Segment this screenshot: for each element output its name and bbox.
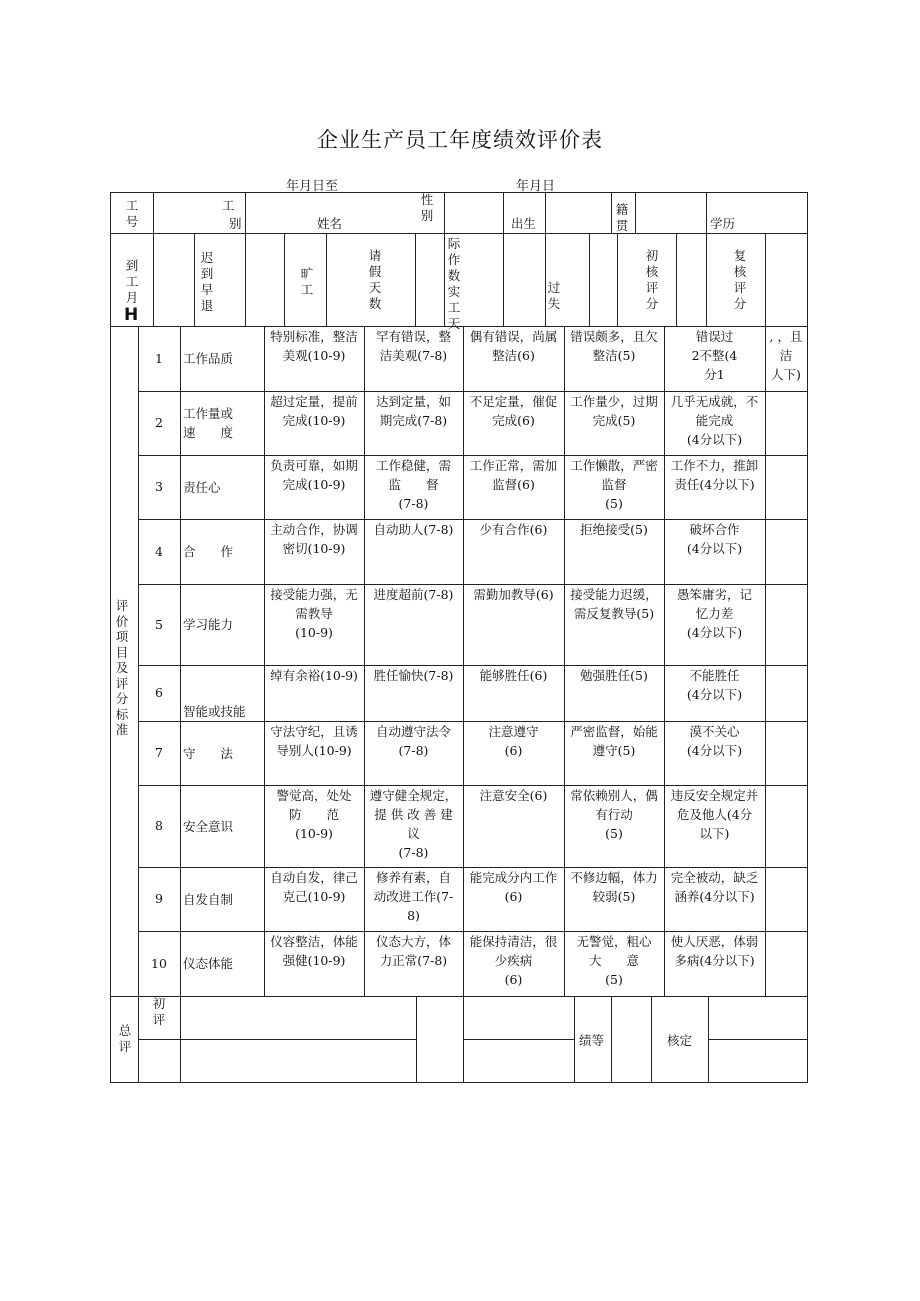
header-name: 姓名 — [317, 216, 343, 231]
criteria-no: 1 — [155, 350, 163, 366]
criteria-item: 责任心 — [183, 479, 221, 495]
criteria-extra: , ，且 洁 人下) — [769, 329, 803, 382]
criteria-level-2: 达到定量，如 期完成(7-8) — [375, 394, 451, 428]
criteria-level-5: 漠不关心 (4分以下) — [686, 724, 743, 758]
criteria-no: 10 — [151, 955, 167, 971]
criteria-level-3: 能保持清洁，很 少疾病 (6) — [469, 934, 558, 987]
criteria-level-3: 偶有错误，尚属 整洁(6) — [469, 329, 558, 363]
criteria-item: 安全意识 — [183, 818, 234, 834]
criteria-level-5: 违反安全规定并 危及他人(4分 以下) — [670, 788, 759, 841]
criteria-no: 2 — [155, 415, 163, 430]
criteria-level-3: 不足定量，催促 完成(6) — [469, 394, 558, 428]
criteria-item: 守 法 — [183, 745, 234, 761]
criteria-item: 工作品质 — [183, 351, 234, 366]
criteria-level-1: 特别标准，整洁 美观(10-9) — [270, 329, 358, 363]
header-education: 学历 — [710, 216, 736, 231]
header-absent: 旷 工 — [300, 266, 314, 297]
criteria-no: 9 — [155, 891, 163, 906]
criteria-level-1: 绰有余裕(10-9) — [270, 668, 358, 683]
criteria-no: 4 — [155, 543, 163, 559]
criteria-level-2: 自动遵守法令 (7-8) — [375, 724, 451, 758]
criteria-no: 5 — [155, 616, 163, 632]
summary-grade: 绩等 — [579, 1033, 605, 1048]
criteria-level-5: 不能胜任 (4分以下) — [686, 668, 743, 702]
criteria-level-2: 遵守健全规定， 提 供 改 善 建 议 (7-8) — [369, 788, 458, 860]
criteria-no: 8 — [155, 818, 163, 833]
criteria-no: 7 — [155, 745, 163, 760]
header-review-score: 复 核 评 分 — [733, 248, 747, 311]
criteria-level-4: 错误颇多，且欠 整洁(5) — [570, 329, 658, 363]
criteria-item: 工作量或 速 度 — [183, 406, 234, 440]
criteria-level-2: 修养有素，自 动改进工作(7- 8) — [373, 870, 454, 923]
criteria-level-4: 勉强胜任(5) — [580, 668, 648, 683]
criteria-side-label: 评价项目及评分标准 — [115, 598, 129, 737]
criteria-level-1: 守法守纪，且诱 导别人(10-9) — [270, 724, 358, 758]
criteria-level-1: 接受能力强，无 需教导 (10-9) — [270, 587, 358, 640]
criteria-level-4: 常依赖别人，偶 有行动 (5) — [570, 788, 658, 841]
header-actual-days: 际 作 数 实 工 天 — [447, 236, 461, 331]
criteria-item: 智能或技能 — [183, 704, 246, 719]
criteria-level-5: 工作不力，推卸 责任(4分以下) — [670, 458, 759, 492]
criteria-level-4: 工作懒散，严密 监督 (5) — [570, 458, 658, 511]
header-gender-a: 工 — [222, 198, 235, 213]
criteria-item: 学习能力 — [183, 617, 234, 632]
criteria-level-5: 使人厌恶，体弱 多病(4分以下) — [670, 934, 759, 968]
header-first-score: 初 核 评 分 — [645, 248, 659, 311]
criteria-level-2: 胜任愉快(7-8) — [373, 668, 454, 683]
header-late-early: 迟 到 早 退 — [200, 250, 214, 313]
criteria-level-3: 少有合作(6) — [479, 522, 548, 537]
criteria-level-3: 能完成分内工作 (6) — [469, 870, 558, 904]
criteria-item: 自发自制 — [183, 891, 234, 907]
header-attendance: 到 工 月 — [125, 258, 139, 305]
criteria-level-3: 需勤加教导(6) — [473, 587, 554, 602]
criteria-level-5: 完全被动，缺乏 涵养(4分以下) — [670, 870, 759, 904]
header-birth: 出生 — [511, 216, 537, 231]
criteria-level-2: 仪态大方，体 力正常(7-8) — [375, 934, 451, 968]
criteria-level-4: 严密监督，始能 遵守(5) — [570, 724, 658, 758]
criteria-level-3: 注意安全(6) — [479, 788, 548, 803]
header-attendance-mark: H — [124, 305, 139, 325]
criteria-level-1: 自动自发，律己 克己(10-9) — [270, 870, 358, 904]
criteria-level-1: 超过定量，提前 完成(10-9) — [270, 394, 358, 428]
criteria-level-5: 愚笨庸劣，记 忆力差 (4分以下) — [676, 587, 752, 640]
form-title: 企业生产员工年度绩效评价表 — [317, 128, 603, 152]
criteria-level-5: 几乎无成就，不 能完成 (4分以下) — [670, 394, 759, 447]
criteria-level-5: 错误过 2不整(4 分1 — [691, 329, 738, 382]
summary-verify: 核定 — [667, 1033, 693, 1048]
criteria-level-1: 仪容整洁，体能 强健(10-9) — [270, 934, 358, 968]
criteria-no: 6 — [155, 685, 163, 700]
criteria-level-4: 工作量少，过期 完成(5) — [570, 394, 658, 428]
header-gender: 性 别 — [420, 192, 434, 223]
header-leave: 请 假 天 数 — [368, 248, 382, 311]
criteria-level-4: 不修边幅，体力 较弱(5) — [570, 870, 658, 904]
header-fault: 过 失 — [547, 280, 561, 311]
criteria-level-3: 能够胜任(6) — [479, 668, 548, 683]
header-native: 籍 贯 — [615, 202, 629, 233]
criteria-level-2: 进度超前(7-8) — [373, 587, 454, 602]
criteria-level-1: 主动合作，协调 密切(10-9) — [270, 522, 358, 556]
criteria-level-2: 罕有错误，整 洁美观(7-8) — [375, 329, 451, 363]
header-emp-no: 工 号 — [125, 198, 139, 229]
criteria-no: 3 — [155, 479, 163, 494]
criteria-level-1: 负责可靠，如期 完成(10-9) — [270, 458, 358, 492]
date-from: 年月日至 — [286, 179, 339, 194]
criteria-level-2: 工作稳健，需 监 督 (7-8) — [375, 458, 451, 511]
criteria-level-4: 无警觉，粗心 大 意 (5) — [576, 934, 652, 987]
criteria-level-2: 自动助人(7-8) — [373, 522, 454, 537]
criteria-item: 合 作 — [183, 544, 234, 559]
criteria-level-5: 破坏合作 (4分以下) — [686, 522, 743, 556]
summary-first: 初 评 — [152, 996, 166, 1027]
criteria-item: 仪态体能 — [183, 956, 234, 971]
criteria-level-3: 注意遵守 (6) — [488, 724, 539, 758]
criteria-level-4: 拒绝接受(5) — [580, 522, 648, 537]
criteria-level-4: 接受能力迟缓， 需反复教导(5) — [570, 587, 658, 621]
header-gender-b: 别 — [229, 216, 242, 231]
summary-label: 总 评 — [118, 1023, 132, 1054]
date-to: 年月日 — [516, 179, 556, 194]
criteria-level-3: 工作正常，需加 监督(6) — [469, 458, 558, 492]
criteria-level-1: 警觉高，处处 防 范 (10-9) — [276, 788, 352, 841]
